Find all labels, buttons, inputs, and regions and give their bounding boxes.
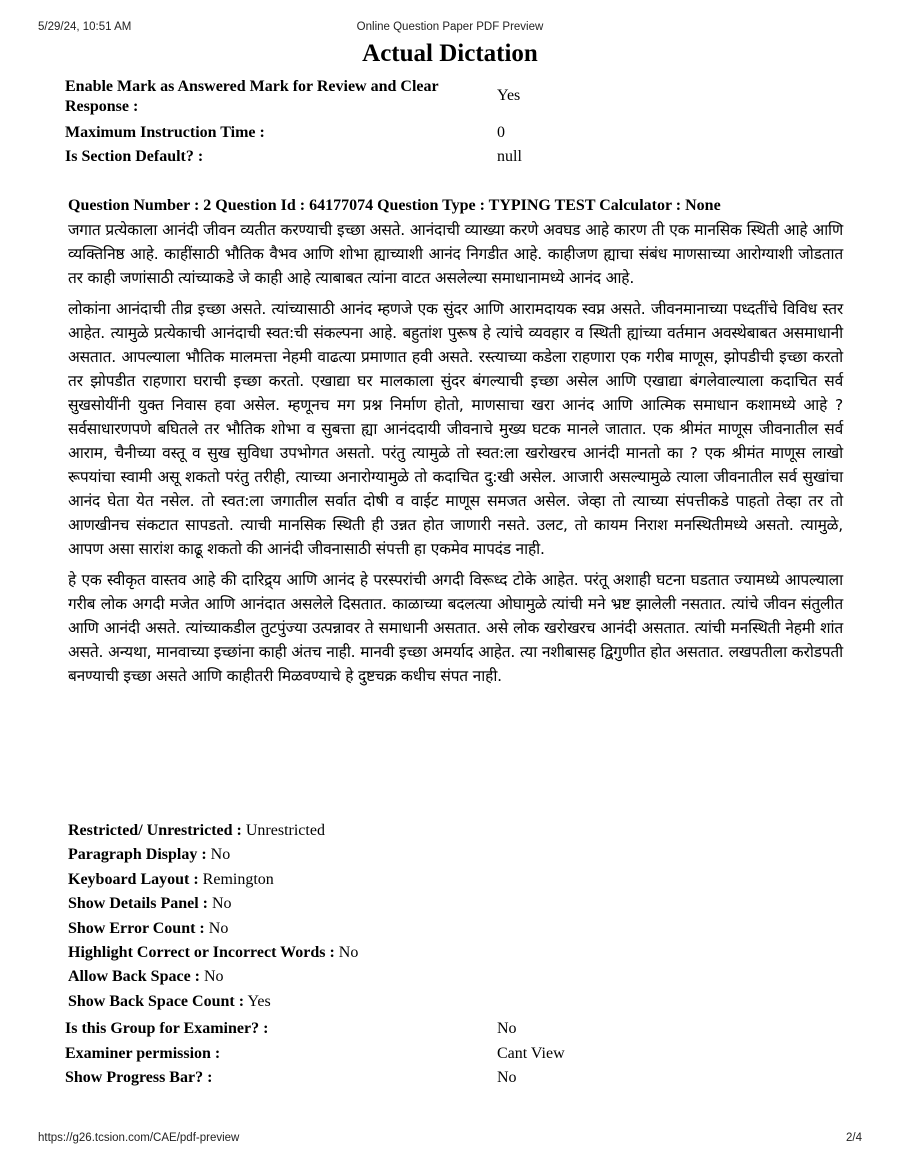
setting-label: Show Back Space Count : (68, 992, 245, 1010)
setting-row (68, 894, 358, 918)
setting-label: Show Details Panel : (68, 895, 208, 913)
question-header: Question Number : 2 Question Id : 64177074 Question Type : TYPING TEST Calculator : None (68, 197, 721, 214)
meta-value: null (497, 148, 522, 165)
meta-label: Maximum Instruction Time : (65, 124, 265, 141)
meta-value: Cant View (497, 1044, 565, 1062)
meta-label: Examiner permission : (65, 1044, 221, 1062)
setting-value: No (208, 919, 229, 937)
passage-paragraph: लोकांना आनंदाची तीव्र इच्छा असते. त्यांच्यासाठी आनंद म्हणजे एक सुंदर आणि आरामदायक स्वप्न असते. जीवनमानाच्या पध्दतींचे विविध स्तर आहेत. त्यामुळे प्रत्येकाची आनंदाची स्वत:ची संकल्पना आहे. बहुतांश पुरूष हे त्यांचे व्यवहार व स्थिती ह्यांच्या वर्तमान अवस्थेबाबत असमाधानी असतात. आपल्याला भौतिक मालमत्ता नेहमी वाढत्या प्रमाणात हवी असते. रस्त्याच्या कडेला राहणारा एक गरीब माणूस, झोपडीची इच्छा करतो तर झोपडीत राहणारा घराची इच्छा करतो. एखाद्या घर मालकाला सुंदर बंगल्याची इच्छा असेल आणि एखाद्या बंगलेवाल्याला कदाचित सर्व सुखसोयींनी युक्त निवास हवा असेल. म्हणूनच मग प्रश्न निर्माण होतो, माणसाचा खरा आनंद आणि आत्मिक समाधान कशामध्ये आहे ? सर्वसाधारणपणे बघितले तर भौतिक शोभा व सुबत्ता ह्या आनंददायी जीवनाचे मुख्य घटक मानले जातात. एक श्रीमंत माणूस जीवनातील सर्व आराम, चैनीच्या वस्तू व सुख सुविधा उपभोगत असतो. परंतु त्यामुळे तो स्वत:ला खरोखरच आनंदी मानतो का ? एक श्रीमंत माणूस लाखो रूपयांचा स्वामी असू शकतो परंतु तरीही, त्याच्या अनारोग्यामुळे तो कदाचित दु:खी असेल. आजारी असल्यामुळे त्याला जीवनातील सर्व सुखांचा आनंद घेता येत नसेल. तो स्वत:ला जगातील सर्वात दोषी व वाईट माणूस समजत असेल. जेव्हा तो त्याच्या संपत्तीकडे पाहतो तेव्हा तर तो आणखीनच संकटात सापडतो. त्याची मानसिक स्थिती ही उन्नत होत जाणारी नसते. उलट, तो कायम निराश मनस्थितीमध्ये असतो. त्यामुळे, आपण असा सारांश काढू शकतो की आनंदी जीवनासाठी संपत्ती हा एकमेव मापदंड नाही. (68, 300, 843, 558)
setting-label: Allow Back Space : (68, 968, 200, 986)
setting-row (68, 919, 358, 943)
section-meta-row (65, 147, 845, 171)
setting-value: Yes (247, 992, 271, 1010)
group-meta-row (65, 1019, 845, 1044)
page-number: 2/4 (846, 1132, 862, 1144)
section-meta-row (65, 123, 845, 147)
meta-value: Yes (497, 87, 521, 104)
passage-paragraph: हे एक स्वीकृत वास्तव आहे की दारिद्र्य आणि आनंद हे परस्परांची अगदी विरूध्द टोके आहेत. परंतू अशाही घटना घडतात ज्यामध्ये आपल्याला गरीब लोक अगदी मजेत आणि आनंदात असलेले दिसतात. काळाच्या बदलत्या ओघामुळे त्यांची मने भ्रष्ट झालेली नसतात. त्यांचे जीवन संतुलीत आणि आनंदी असते. त्यांच्याकडील तुटपुंज्या उत्पन्नावर ते समाधानी असतात. असे लोक खरोखरच आनंदी असतात. त्यांची मनस्थिती नेहमी शांत असते. अन्यथा, मानवाच्या इच्छांना काही अंतच नाही. मानवी इच्छा अमर्याद आहेत. त्या नशीबासह द्विगुणीत होत असतात. लखपतीला करोडपती बनण्याची इच्छा असते आणि काहीतरी मिळवण्याचे हे दुष्टचक्र कधीच संपत नाही. (68, 571, 843, 685)
setting-row (68, 870, 358, 894)
print-url: https://g26.tcsion.com/CAE/pdf-preview (38, 1132, 240, 1144)
setting-value: No (204, 968, 224, 986)
section-meta-row (65, 77, 845, 123)
setting-label: Paragraph Display : (68, 846, 207, 864)
section-title: Actual Dictation (362, 40, 538, 67)
setting-value: No (338, 943, 359, 961)
setting-row (68, 967, 358, 991)
group-meta-row (65, 1068, 845, 1093)
meta-label: Show Progress Bar? : (65, 1069, 213, 1086)
passage-paragraph: जगात प्रत्येकाला आनंदी जीवन व्यतीत करण्याची इच्छा असते. आनंदाची व्याख्या करणे अवघड आहे कारण ती एक मानसिक स्थिती आहे आणि व्यक्तिनिष्ठ आहे. काहींसाठी भौतिक वैभव आणि शोभा ह्याच्याशी आनंद निगडीत आहे. काहीजण ह्याचा संबंध माणसाच्या आरोग्याशी जोडतात तर काही जणांसाठी त्यांच्याकडे जे काही आहे त्याबाबत त्यांना वाटत असलेल्या समाधानामध्ये आनंद आहे. (68, 221, 843, 287)
dictation-passage (68, 218, 843, 695)
meta-label: Is this Group for Examiner? : (65, 1020, 269, 1037)
print-page-title: Online Question Paper PDF Preview (356, 21, 544, 33)
setting-value: Remington (202, 870, 274, 888)
meta-value: 0 (497, 124, 505, 141)
print-datetime: 5/29/24, 10:51 AM (38, 21, 132, 33)
meta-label: Is Section Default? : (65, 148, 204, 165)
setting-label: Highlight Correct or Incorrect Words : (68, 943, 335, 961)
setting-label: Restricted/ Unrestricted : (68, 822, 242, 839)
setting-row (68, 992, 358, 1016)
section-meta-table (65, 77, 845, 171)
setting-value: No (210, 846, 231, 864)
setting-value: No (212, 895, 232, 913)
group-meta-table (65, 1019, 845, 1093)
group-meta-row (65, 1044, 845, 1069)
meta-label: Enable Mark as Answered Mark for Review and Clear Response : (65, 78, 439, 115)
setting-row (68, 845, 358, 869)
setting-label: Show Error Count : (68, 919, 205, 937)
setting-label: Keyboard Layout : (68, 870, 199, 888)
question-settings (68, 821, 358, 1016)
meta-value: No (497, 1020, 517, 1037)
setting-row (68, 943, 358, 967)
meta-value: No (497, 1069, 517, 1086)
setting-value: Unrestricted (245, 822, 325, 839)
setting-row (68, 821, 358, 845)
